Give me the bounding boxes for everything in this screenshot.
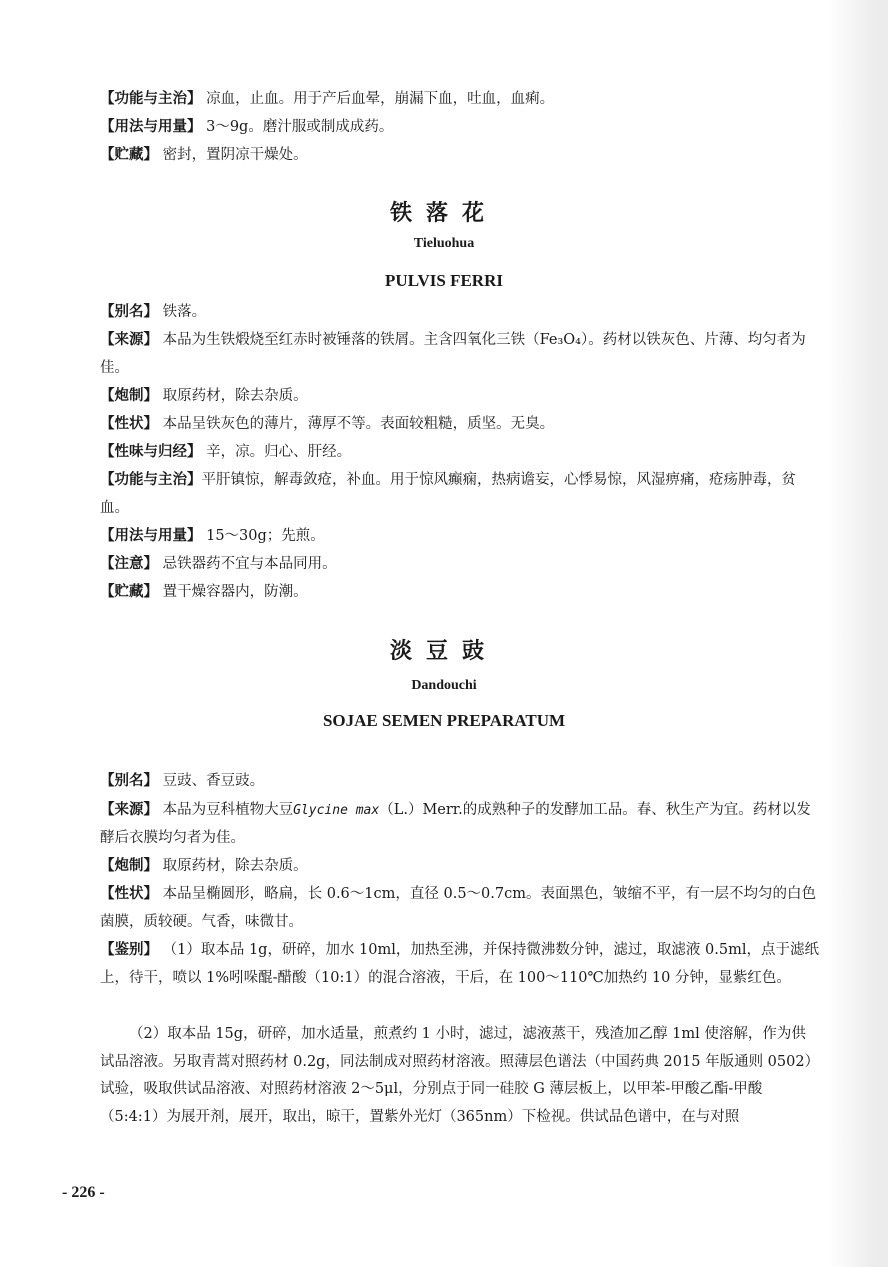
- text: 平肝镇惊，解毒敛疮，补血。用于惊风癫痫，热病谵妄，心悸易惊，风湿痹痛，疮疡肿毒，贫血。: [100, 472, 796, 516]
- text: 本品为生铁煅烧至红赤时被锤落的铁屑。主含四氧化三铁（Fe₃O₄）。药材以铁灰色、片薄、均匀者为佳。: [100, 332, 806, 376]
- entry2-jianbie-2: （2）取本品 15g，研碎，加水适量，煎煮约 1 小时，滤过，滤液蒸干，残渣加乙醇 1ml 使溶解，作为供试品溶液。另取青蒿对照药材 0.2g，同法制成对照药材溶液。照薄层色谱法（中国药典 2015 年版通则 0502）试验，吸取供试品溶液、对照药材溶液 2～5μl，分别点于同一硅胶 G 薄层板上，以甲苯-甲酸乙酯-甲酸（5:4:1）为展开剂，展开，取出，晾干，置紫外光灯（365nm）下检视。供试品色谱中，在与对照: [100, 1026, 820, 1125]
- label: 【用法与用量】: [100, 119, 202, 135]
- label: 【来源】: [100, 802, 158, 818]
- text: 本品为豆科植物大豆: [162, 802, 294, 818]
- entry2-xingzhuang: [100, 881, 820, 936]
- label: 【炮制】: [100, 388, 158, 404]
- label: 【炮制】: [100, 858, 158, 874]
- text: 辛，凉。归心、肝经。: [206, 444, 352, 460]
- label: 【性状】: [100, 416, 158, 432]
- text: 本品呈椭圆形，略扁，长 0.6～1cm，直径 0.5～0.7cm。表面黑色，皱缩不平，有一层不均匀的白色菌膜，质较硬。气香，味微甘。: [100, 886, 816, 930]
- entry2-title-latin: SOJAE SEMEN PREPARATUM: [322, 711, 566, 730]
- label: 【性味与归经】: [100, 444, 202, 460]
- text: 本品呈铁灰色的薄片，薄厚不等。表面较粗糙，质坚。无臭。: [162, 416, 555, 432]
- label: 【别名】: [100, 773, 158, 789]
- text: 置干燥容器内，防潮。: [162, 584, 308, 600]
- page-number: - 226 -: [62, 1184, 105, 1201]
- label: 【性状】: [100, 886, 158, 902]
- entry1-gongneng: [100, 467, 820, 522]
- entry1-yongfa: [100, 523, 816, 551]
- label: 【功能与主治】: [100, 91, 202, 107]
- text: 取原药材，除去杂质。: [162, 388, 308, 404]
- entry1-xingzhuang: [100, 411, 816, 439]
- entry2-bieming: [100, 768, 816, 796]
- text: 密封，置阴凉干燥处。: [162, 147, 308, 163]
- entry1-zhucang: [100, 579, 816, 607]
- entry1-xingwei: [100, 439, 816, 467]
- text: 忌铁器药不宜与本品同用。: [162, 556, 337, 572]
- entry2-title-pinyin: Dandouchi: [411, 678, 477, 693]
- text: （L.）Merr.的成熟种子的发酵加工品。春、秋生产为宜。药材以发酵后衣膜均匀者为佳。: [100, 802, 811, 846]
- label: 【用法与用量】: [100, 528, 202, 544]
- text: 3～9g。磨汁服或制成成药。: [206, 119, 394, 135]
- label: 【贮藏】: [100, 584, 158, 600]
- entry2-laiyuan: [100, 797, 820, 852]
- text: 15～30g；先煎。: [206, 528, 325, 544]
- text: 取原药材，除去杂质。: [162, 858, 308, 874]
- label: 【功能与主治】: [100, 472, 202, 488]
- text: 铁落。: [162, 304, 207, 320]
- entry2-paozhi: [100, 853, 816, 881]
- text: （1）取本品 1g，研碎，加水 10ml，加热至沸，并保持微沸数分钟，滤过，取滤液 0.5ml，点于滤纸上，待干，喷以 1%吲哚醌-醋酸（10:1）的混合溶液，干后，在 100～110℃加热约 10 分钟，显紫红色。: [100, 942, 819, 986]
- entry1-bieming: [100, 299, 816, 327]
- entry1-zhuyi: [100, 551, 816, 579]
- top-yongfa: [100, 114, 816, 142]
- entry2-title-cn: 淡豆豉: [389, 639, 498, 664]
- entry1-paozhi: [100, 383, 816, 411]
- top-zhucang: [100, 142, 816, 170]
- label: 【别名】: [100, 304, 158, 320]
- text: 豆豉、香豆豉。: [162, 773, 265, 789]
- label: 【鉴别】: [100, 942, 158, 958]
- entry1-title-cn: 铁落花: [389, 201, 498, 226]
- entry1-laiyuan: [100, 327, 820, 382]
- label: 【贮藏】: [100, 147, 158, 163]
- entry1-title-pinyin: Tieluohua: [413, 236, 475, 251]
- entry1-title-latin: PULVIS FERRI: [385, 271, 503, 290]
- top-gongneng: [100, 86, 816, 114]
- species-name: Glycine max: [293, 803, 380, 818]
- entry2-jianbie-1: [100, 937, 820, 992]
- label: 【来源】: [100, 332, 158, 348]
- text: 凉血，止血。用于产后血晕，崩漏下血，吐血，血痢。: [206, 91, 555, 107]
- label: 【注意】: [100, 556, 158, 572]
